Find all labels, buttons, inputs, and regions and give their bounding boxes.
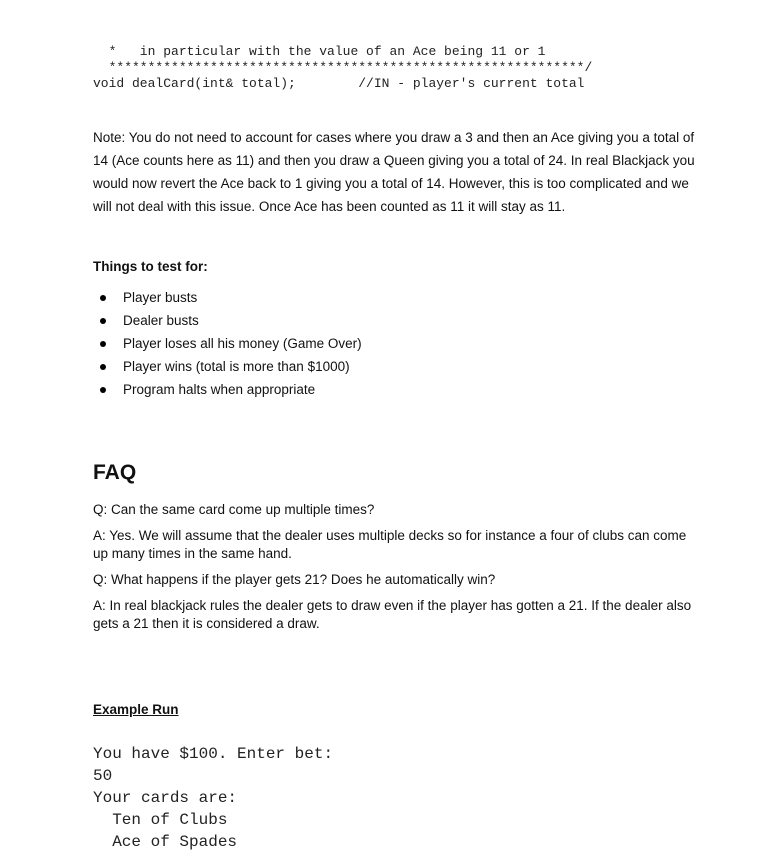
list-item-text: Player loses all his money (Game Over) — [123, 336, 362, 351]
example-run-line: Your cards are: — [93, 789, 238, 807]
faq-heading: FAQ — [93, 461, 137, 484]
list-item — [93, 288, 362, 311]
list-item — [93, 334, 362, 357]
things-to-test-heading: Things to test for: — [93, 259, 208, 274]
bullet-icon — [100, 295, 106, 301]
faq-answer-1: A: Yes. We will assume that the dealer uses multiple decks so for instance a four of clubs can come up many times in the same hand. — [93, 528, 687, 561]
example-run-line: 50 — [93, 767, 113, 785]
note-paragraph: Note: You do not need to account for cases where you draw a 3 and then an Ace giving you a total of 14 (Ace counts here as 11) and then you draw a Queen giving you a total of 24. In real Blackjack you would now revert the Ace back to 1 giving you a total of 14. However, this is too complicated and we will not deal with this issue. Once Ace has been counted as 11 it will stay as 11. — [93, 130, 695, 214]
list-item — [93, 357, 362, 380]
faq-question-1: Q: Can the same card come up multiple times? — [93, 502, 375, 517]
faq-question-2: Q: What happens if the player gets 21? Does he automatically win? — [93, 572, 496, 587]
list-item — [93, 380, 362, 403]
example-run-line: Ace of Spades — [93, 833, 238, 851]
example-run-line: Ten of Clubs — [93, 811, 228, 829]
bullet-icon — [100, 364, 106, 370]
list-item-text: Player busts — [123, 290, 198, 305]
bullet-icon — [100, 318, 106, 324]
list-item-text: Dealer busts — [123, 313, 199, 328]
list-item-text: Player wins (total is more than $1000) — [123, 359, 350, 374]
example-run-heading: Example Run — [93, 702, 179, 717]
bullet-icon — [100, 341, 106, 347]
list-item-text: Program halts when appropriate — [123, 382, 316, 397]
list-item — [93, 311, 362, 334]
faq-answer-2: A: In real blackjack rules the dealer gets to draw even if the player has gotten a 21. If the dealer also gets a 21 then it is considered a draw. — [93, 598, 692, 631]
things-to-test-list — [93, 288, 362, 403]
code-comment-end: *************************************************************/ — [93, 60, 593, 75]
bullet-icon — [100, 387, 106, 393]
example-run-line: You have $100. Enter bet: — [93, 745, 334, 763]
code-function-prototype: void dealCard(int& total); //IN - player's current total — [93, 76, 585, 91]
code-comment-line: * in particular with the value of an Ace being 11 or 1 — [93, 44, 546, 59]
